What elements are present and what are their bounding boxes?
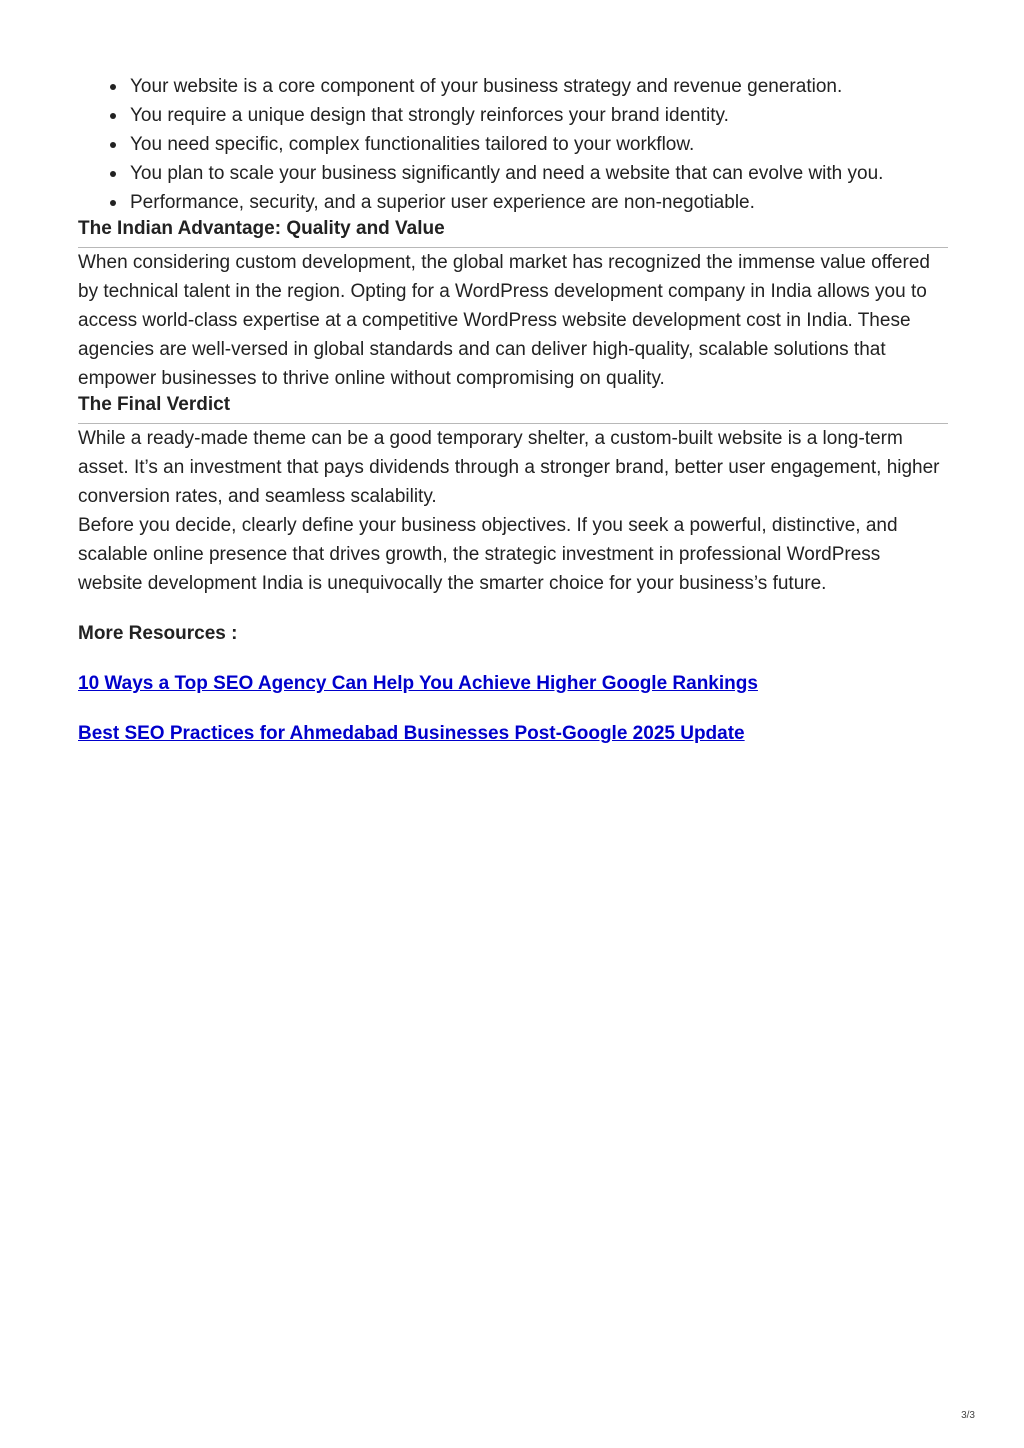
resource-link-seo-agency[interactable]: 10 Ways a Top SEO Agency Can Help You Achieve Higher Google Rankings [78, 673, 758, 694]
page-number: 3/3 [961, 1410, 975, 1421]
resource-link-ahmedabad-seo[interactable]: Best SEO Practices for Ahmedabad Businesses Post-Google 2025 Update [78, 723, 745, 744]
final-verdict-heading: The Final Verdict [78, 393, 948, 424]
more-resources-heading: More Resources : [78, 623, 238, 644]
final-verdict-paragraph-2: Before you decide, clearly define your business objectives. If you seek a powerful, distinctive, and scalable online presence that drives growth, the strategic investment in professional WordPress website development India is unequivocally the smarter choice for your business’s future. [78, 515, 898, 594]
document-page [78, 72, 948, 746]
benefits-list [78, 72, 948, 217]
list-item: Performance, security, and a superior user experience are non-negotiable. [130, 188, 948, 217]
indian-advantage-paragraph: When considering custom development, the global market has recognized the immense value offered by technical talent in the region. Opting for a WordPress development company in India allows you to access world-class expertise at a competitive WordPress website development cost in India. These agencies are well-versed in global standards and can deliver high-quality, scalable solutions that empower businesses to thrive online without compromising on quality. [78, 252, 930, 389]
list-item: You require a unique design that strongly reinforces your brand identity. [130, 101, 948, 130]
list-item: Your website is a core component of your business strategy and revenue generation. [130, 72, 948, 101]
list-item: You need specific, complex functionalities tailored to your workflow. [130, 130, 948, 159]
final-verdict-paragraph-1: While a ready-made theme can be a good temporary shelter, a custom-built website is a long-term asset. It’s an investment that pays dividends through a stronger brand, better user engagement, higher conversion rates, and seamless scalability. [78, 428, 940, 507]
list-item: You plan to scale your business significantly and need a website that can evolve with you. [130, 159, 948, 188]
indian-advantage-heading: The Indian Advantage: Quality and Value [78, 217, 948, 248]
